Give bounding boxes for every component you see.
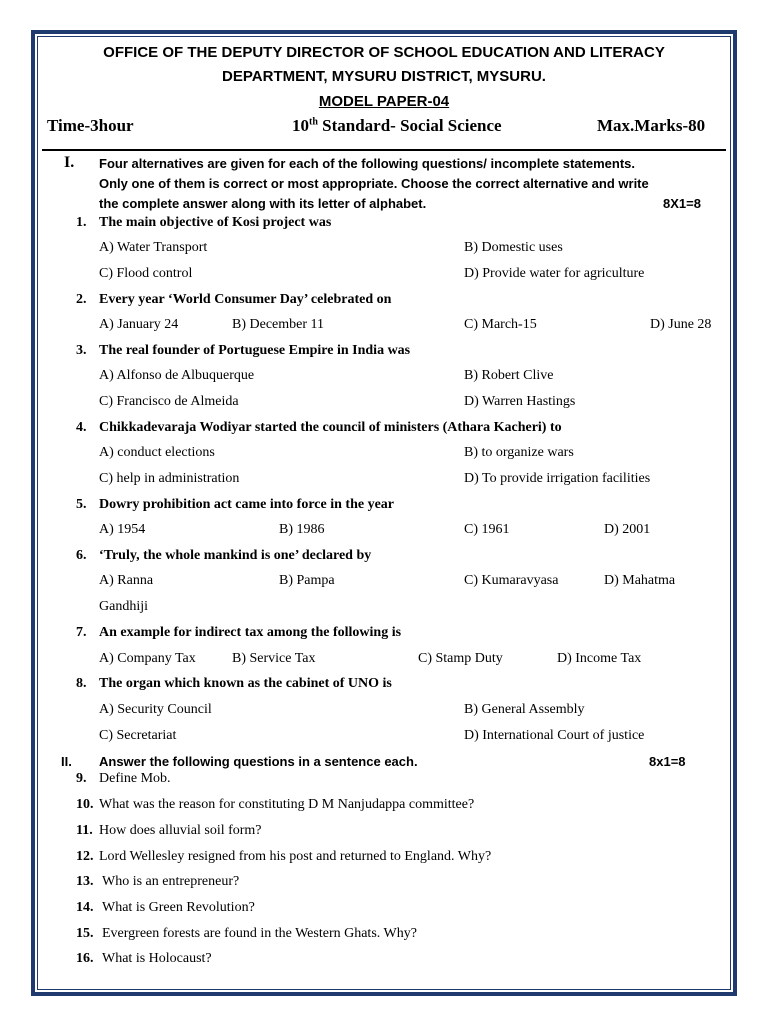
question-number: 12. xyxy=(76,849,94,864)
option-d: D) Mahatma xyxy=(604,573,676,588)
option-c: C) Secretariat xyxy=(99,728,177,743)
option-d: D) June 28 xyxy=(650,317,712,332)
option-b: B) Pampa xyxy=(279,573,335,588)
option-b: B) General Assembly xyxy=(464,702,585,717)
question-text: Evergreen forests are found in the Western Ghats. Why? xyxy=(102,926,417,941)
option-b: B) to organize wars xyxy=(464,445,574,460)
question-text: The organ which known as the cabinet of UNO is xyxy=(99,676,392,691)
question-text: What is Green Revolution? xyxy=(102,900,255,915)
section-1-instruction-2: Only one of them is correct or most appropriate. Choose the correct alternative and write xyxy=(99,176,649,191)
time-label: Time-3hour xyxy=(47,116,134,135)
paper-title: MODEL PAPER-04 xyxy=(318,93,450,110)
option-b: B) December 11 xyxy=(232,317,324,332)
standard-subject: Standard- Social Science xyxy=(317,116,502,135)
option-a: A) conduct elections xyxy=(99,445,215,460)
option-a: A) Water Transport xyxy=(99,240,208,255)
question-number: 4. xyxy=(76,420,87,435)
standard-label xyxy=(292,116,502,136)
question-number: 9. xyxy=(76,771,87,786)
option-a: A) Ranna xyxy=(99,573,154,588)
option-c: C) March-15 xyxy=(464,317,537,332)
question-text: Chikkadevaraja Wodiyar started the council of ministers (Athara Kacheri) to xyxy=(99,420,562,435)
question-number: 14. xyxy=(76,900,94,915)
section-1-instruction-3: the complete answer along with its letter of alphabet. xyxy=(99,196,427,211)
option-d: D) International Court of justice xyxy=(464,728,645,743)
option-b: B) Robert Clive xyxy=(464,368,554,383)
header-line-1: OFFICE OF THE DEPUTY DIRECTOR OF SCHOOL EDUCATION AND LITERACY xyxy=(103,44,665,61)
question-text: What is Holocaust? xyxy=(102,951,212,966)
option-b: B) Service Tax xyxy=(232,651,316,666)
option-c: C) help in administration xyxy=(99,471,240,486)
question-number: 3. xyxy=(76,343,87,358)
option-c: C) Stamp Duty xyxy=(418,651,503,666)
option-d: D) Provide water for agriculture xyxy=(464,266,645,281)
standard-number: 10 xyxy=(292,116,309,135)
question-text: Dowry prohibition act came into force in the year xyxy=(99,497,394,512)
question-text: Lord Wellesley resigned from his post and returned to England. Why? xyxy=(99,849,492,864)
header-line-2: DEPARTMENT, MYSURU DISTRICT, MYSURU. xyxy=(222,68,546,85)
question-text: ‘Truly, the whole mankind is one’ declared by xyxy=(99,548,372,563)
question-number: 16. xyxy=(76,951,94,966)
option-a: A) Alfonso de Albuquerque xyxy=(99,368,255,383)
option-a: A) January 24 xyxy=(99,317,179,332)
question-text: Define Mob. xyxy=(99,771,171,786)
option-a: A) 1954 xyxy=(99,522,146,537)
question-text: The main objective of Kosi project was xyxy=(99,215,332,230)
option-a: A) Security Council xyxy=(99,702,212,717)
section-2-number: II. xyxy=(61,754,72,769)
option-a: A) Company Tax xyxy=(99,651,196,666)
section-1-instruction-1: Four alternatives are given for each of the following questions/ incomplete statements. xyxy=(99,156,635,171)
question-number: 6. xyxy=(76,548,87,563)
option-c: C) 1961 xyxy=(464,522,510,537)
question-number: 8. xyxy=(76,676,87,691)
standard-superscript: th xyxy=(309,116,318,128)
question-text: An example for indirect tax among the following is xyxy=(99,625,402,640)
option-b: B) Domestic uses xyxy=(464,240,563,255)
option-d: D) Income Tax xyxy=(557,651,642,666)
option-c: C) Francisco de Almeida xyxy=(99,394,239,409)
question-number: 11. xyxy=(76,823,93,838)
question-text: The real founder of Portuguese Empire in India was xyxy=(99,343,411,358)
question-text: Every year ‘World Consumer Day’ celebrated on xyxy=(99,292,392,307)
question-text: What was the reason for constituting D M Nanjudappa committee? xyxy=(99,797,475,812)
option-d: D) 2001 xyxy=(604,522,651,537)
question-number: 10. xyxy=(76,797,94,812)
question-number: 2. xyxy=(76,292,87,307)
option-b: B) 1986 xyxy=(279,522,325,537)
option-d: D) To provide irrigation facilities xyxy=(464,471,651,486)
option-d-continued: Gandhiji xyxy=(99,599,148,614)
question-number: 15. xyxy=(76,926,94,941)
section-1-marks: 8X1=8 xyxy=(663,196,701,211)
section-2-marks: 8x1=8 xyxy=(649,754,686,769)
option-c: C) Kumaravyasa xyxy=(464,573,559,588)
question-number: 5. xyxy=(76,497,87,512)
max-marks: Max.Marks-80 xyxy=(597,116,706,135)
option-c: C) Flood control xyxy=(99,266,193,281)
section-1-number: I. xyxy=(64,154,75,171)
question-text: How does alluvial soil form? xyxy=(99,823,262,838)
option-d: D) Warren Hastings xyxy=(464,394,576,409)
header-divider xyxy=(42,149,726,151)
question-number: 7. xyxy=(76,625,87,640)
question-text: Who is an entrepreneur? xyxy=(102,874,240,889)
question-number: 1. xyxy=(76,215,87,230)
question-number: 13. xyxy=(76,874,94,889)
section-2-instruction: Answer the following questions in a sentence each. xyxy=(99,754,418,769)
